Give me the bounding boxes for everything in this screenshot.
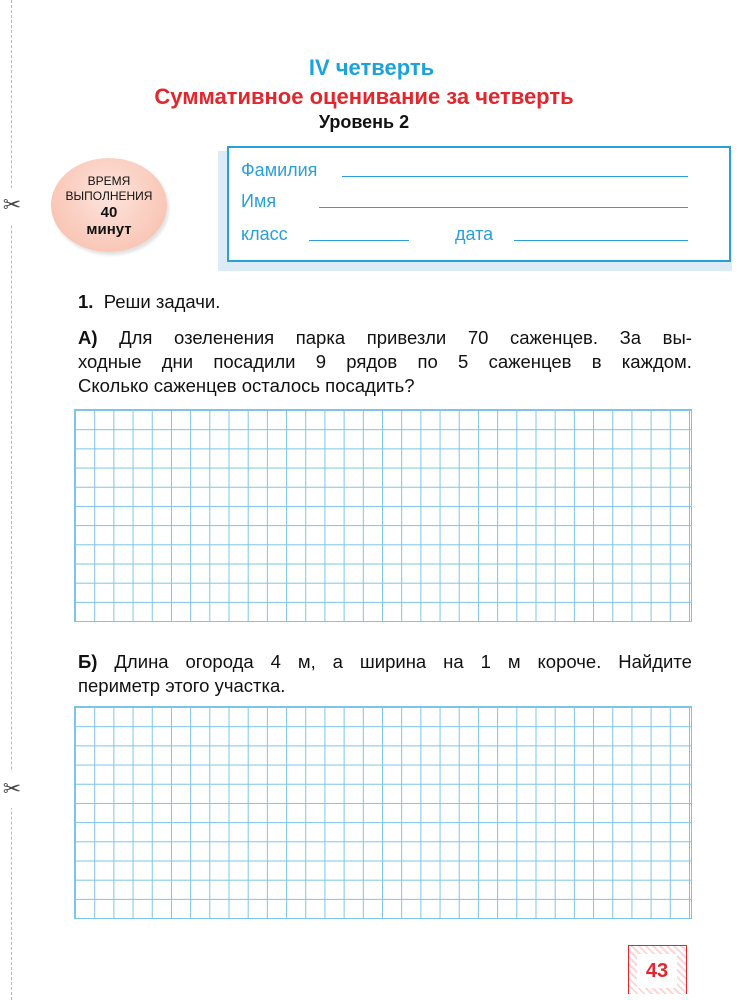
date-field[interactable] (514, 240, 688, 241)
word: огорода (185, 651, 254, 672)
name-field[interactable] (319, 207, 688, 208)
time-badge (51, 158, 167, 252)
page-number-box (628, 945, 687, 994)
answer-grid-b[interactable] (74, 706, 692, 919)
word: ходные (78, 351, 142, 372)
word: 70 (467, 327, 489, 348)
problem-a-line: Сколько саженцев осталось посадить? (78, 375, 415, 396)
problem-b-line (78, 650, 692, 674)
word: озеленения (174, 327, 275, 348)
word: саженцев. (509, 327, 599, 348)
word: привезли (366, 327, 447, 348)
class-label: класс (241, 224, 288, 244)
badge-minutes-value: 40 (100, 204, 118, 221)
word: Длина (114, 651, 169, 672)
problem-label: А) (78, 327, 98, 348)
page-number: 43 (637, 954, 677, 988)
word: 9 (315, 351, 326, 372)
problem-a-line (78, 350, 692, 374)
word: вы- (662, 327, 692, 348)
badge-line: ВРЕМЯ (87, 174, 131, 188)
word: парка (295, 327, 346, 348)
word: Для (119, 327, 153, 348)
scissors-icon: ✂ (2, 772, 22, 808)
word: Найдите (618, 651, 692, 672)
class-field[interactable] (309, 240, 409, 241)
word: м, (297, 651, 316, 672)
problem-b-text (78, 650, 692, 698)
word: рядов (346, 351, 398, 372)
word: 1 (480, 651, 491, 672)
word: посадили (213, 351, 296, 372)
cut-line (11, 0, 12, 1000)
word: За (619, 327, 642, 348)
word: дни (161, 351, 194, 372)
surname-label: Фамилия (241, 160, 318, 180)
badge-unit: минут (86, 221, 132, 238)
task-number: 1. (78, 291, 94, 312)
word: 4 (270, 651, 281, 672)
student-info-form (227, 146, 731, 262)
word: по (417, 351, 438, 372)
problem-a-line (78, 326, 692, 350)
name-label: Имя (241, 191, 277, 211)
problem-b-line: периметр этого участка. (78, 675, 286, 696)
scissors-icon: ✂ (2, 188, 22, 224)
task-instruction: Реши задачи. (103, 291, 221, 312)
word: ширина (359, 651, 427, 672)
badge-line: ВЫПОЛНЕНИЯ (65, 189, 153, 203)
problem-a-text (78, 326, 692, 398)
task-1-heading (78, 290, 692, 314)
surname-field[interactable] (342, 176, 688, 177)
answer-grid-a[interactable] (74, 409, 692, 622)
quarter-title: IV четверть (308, 55, 435, 80)
word: а (332, 651, 343, 672)
word: короче. (537, 651, 602, 672)
problem-label: Б) (78, 651, 98, 672)
word: м (507, 651, 521, 672)
date-label: дата (455, 224, 494, 244)
page-title: Суммативное оценивание за четверть (154, 84, 574, 109)
word: каждом. (621, 351, 692, 372)
level-title: Уровень 2 (318, 112, 410, 132)
word: на (443, 651, 464, 672)
word: в (591, 351, 602, 372)
word: саженцев (488, 351, 572, 372)
word: 5 (458, 351, 469, 372)
